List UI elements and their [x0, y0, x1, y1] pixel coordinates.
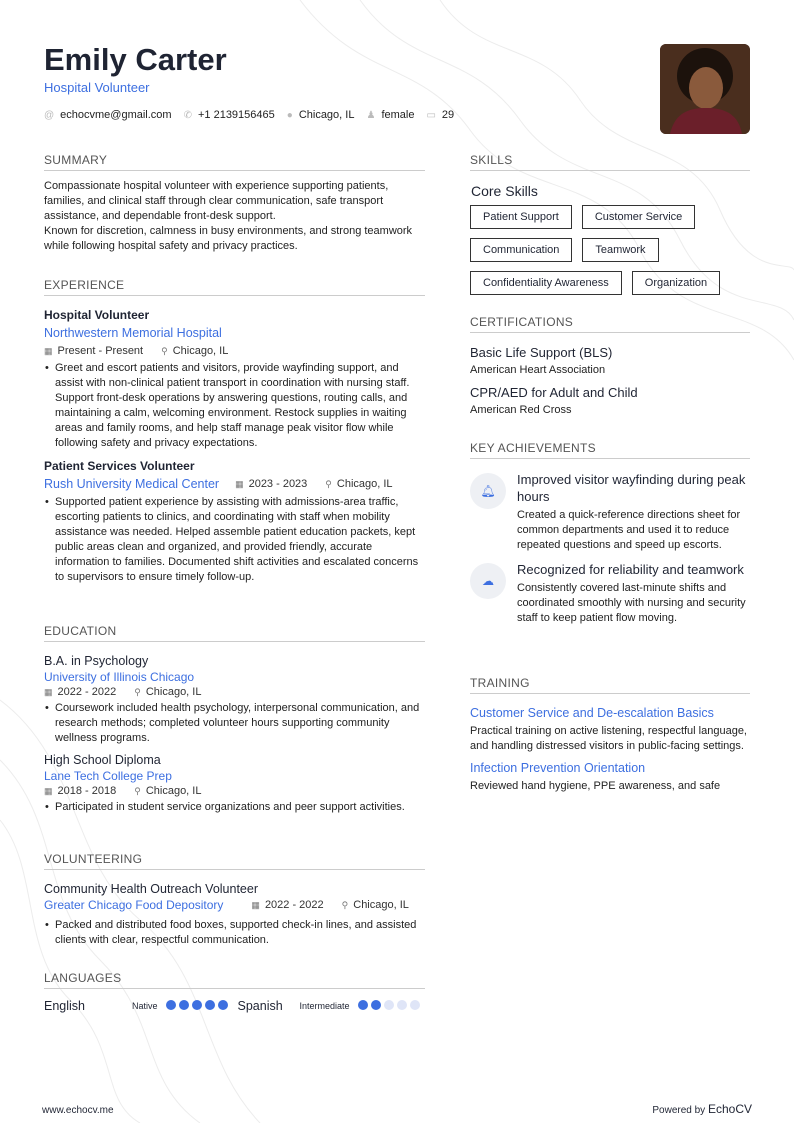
level-dot-empty [410, 1000, 420, 1010]
achievements-section [470, 441, 750, 634]
experience-item [44, 459, 425, 585]
candidate-title: Hospital Volunteer [44, 80, 150, 95]
calendar-icon: ▦ [44, 786, 53, 796]
achievement-desc: Created a quick-reference directions sheet for common departments and used it to reduce repeated questions and speed up escorts. [517, 509, 741, 551]
achievement-title: Recognized for reliability and teamwork [517, 562, 744, 577]
experience-section [44, 278, 425, 585]
bullet: • Packed and distributed food boxes, supported check-in lines, and assisted clients with clear, respectful communication. [44, 918, 425, 948]
calendar-icon: ▦ [44, 346, 53, 356]
language-name: Spanish [237, 999, 283, 1013]
education-item [44, 654, 425, 746]
job-title: Hospital Volunteer [44, 308, 150, 322]
location: Chicago, IL [298, 109, 355, 121]
dates: Present - Present [57, 345, 144, 357]
bullet: • Supported patient experience by assisting with admissions-area traffic, escorting patients to clinics, and coordinating with staff when mobility assistance was needed. Helped assemble patient education packets, kept public areas clean and organized, and provided friendly, accurate information to families. Documented shift activities and escalated concerns to supervisors to ensure timely follow-up. [44, 495, 425, 585]
calendar-icon: ▦ [235, 479, 244, 489]
degree: B.A. in Psychology [44, 654, 149, 668]
candidate-name: Emily Carter [44, 42, 227, 77]
skills-section [470, 153, 750, 295]
dates: 2022 - 2022 [57, 686, 117, 698]
level-dot-empty [384, 1000, 394, 1010]
education-section [44, 624, 425, 815]
level-dot-empty [397, 1000, 407, 1010]
training-section [470, 676, 750, 794]
experience-item [44, 308, 425, 451]
bullet: • Participated in student service organizations and peer support activities. [44, 800, 425, 815]
bullet: • Coursework included health psychology, interpersonal communication, and research methods; completed volunteer hours supporting community wellness programs. [44, 701, 425, 746]
school: Lane Tech College Prep [44, 769, 172, 783]
section-heading: SKILLS [470, 153, 750, 171]
skills-subheading: Core Skills [471, 183, 538, 199]
age: 29 [441, 109, 455, 121]
dates: 2022 - 2022 [264, 899, 324, 911]
level-dot-filled [179, 1000, 189, 1010]
calendar-icon: ▦ [251, 900, 260, 910]
location: Chicago, IL [145, 686, 202, 698]
training-desc: Reviewed hand hygiene, PPE awareness, and safe [470, 780, 721, 792]
footer-website[interactable]: www.echocv.me [42, 1105, 114, 1116]
level-dot-filled [205, 1000, 215, 1010]
achievement-desc: Consistently covered last-minute shifts and coordinated smoothly with nursing and security staff to keep patient flow moving. [517, 582, 746, 624]
summary-text: Known for discretion, calmness in busy environments, and strong teamwork while following hospital safety and privacy practices. [44, 225, 413, 252]
dates: 2023 - 2023 [248, 478, 308, 490]
phone-icon: ✆ [183, 110, 192, 121]
location-icon: ⚲ [134, 687, 141, 697]
cert-issuer: American Heart Association [470, 364, 606, 376]
organization: Greater Chicago Food Depository [44, 898, 224, 912]
company: Northwestern Memorial Hospital [44, 326, 222, 340]
contact-row [44, 109, 454, 121]
location-icon: ⚲ [341, 900, 349, 910]
cloud-icon: ☁ [470, 563, 506, 599]
section-heading: EXPERIENCE [44, 278, 425, 296]
skill-chip: Communication [470, 238, 572, 262]
level-dot-filled [371, 1000, 381, 1010]
powered-by-text: Powered by [652, 1105, 706, 1116]
calendar-icon: ▭ [426, 110, 436, 121]
at-icon: @ [44, 110, 55, 121]
location-icon: ⚲ [161, 346, 168, 356]
section-heading: KEY ACHIEVEMENTS [470, 441, 750, 459]
level-dot-filled [166, 1000, 176, 1010]
calendar-icon: ▦ [44, 687, 53, 697]
brand-logo: EchoCV [707, 1102, 752, 1116]
dates: 2018 - 2018 [57, 785, 117, 797]
bell-icon: 🔔︎ [470, 473, 506, 509]
level-dot-filled [358, 1000, 368, 1010]
skill-chip: Organization [632, 271, 720, 295]
section-heading: SUMMARY [44, 153, 425, 171]
certifications-section [470, 315, 750, 418]
location-icon: ⚲ [325, 479, 332, 489]
company: Rush University Medical Center [44, 477, 220, 491]
achievement-title: Improved visitor wayfinding during peak hours [517, 472, 746, 504]
summary-section [44, 153, 425, 254]
location: Chicago, IL [172, 345, 229, 357]
location-icon: ⚲ [134, 786, 141, 796]
section-heading: VOLUNTEERING [44, 852, 425, 870]
section-heading: EDUCATION [44, 624, 425, 642]
summary-text: Compassionate hospital volunteer with experience supporting patients, families, and clinical staff through clear communication, safe transport assistance, and dependable front-desk support. [44, 180, 389, 222]
email: echocvme@gmail.com [60, 109, 172, 121]
training-title: Infection Prevention Orientation [470, 761, 646, 775]
location: Chicago, IL [336, 478, 393, 490]
training-desc: Practical training on active listening, respectful language, and handling distressed visitors in public-facing settings. [470, 725, 747, 752]
location: Chicago, IL [353, 899, 409, 911]
cert-issuer: American Red Cross [470, 404, 572, 416]
skill-chip: Teamwork [582, 238, 658, 262]
job-title: Patient Services Volunteer [44, 459, 195, 473]
footer-powered [652, 1102, 752, 1116]
achievement-item [470, 561, 750, 626]
language-level: Native [132, 1001, 158, 1011]
person-icon: ♟ [366, 110, 376, 121]
skill-chip: Customer Service [582, 205, 695, 229]
education-item [44, 753, 425, 815]
location: Chicago, IL [145, 785, 202, 797]
section-heading: CERTIFICATIONS [470, 315, 750, 333]
section-heading: LANGUAGES [44, 971, 425, 989]
volunteering-section [44, 852, 425, 948]
training-title: Customer Service and De-escalation Basics [470, 706, 714, 720]
bullet: • Greet and escort patients and visitors, provide wayfinding support, and assist with non-clinical patient transport in coordination with nursing staff. Support front-desk operations by answering questions, routing calls, and maintaining a calm, welcoming environment. Restock supplies in waiting areas and family rooms, and help staff manage peak visitor flow while following safety and privacy expectations. [44, 361, 425, 451]
phone: +1 2139156465 [197, 109, 275, 121]
level-dot-filled [218, 1000, 228, 1010]
language-dots [163, 999, 228, 1013]
school: University of Illinois Chicago [44, 670, 195, 684]
gender: female [381, 109, 415, 121]
language-name: English [44, 999, 85, 1013]
achievement-item [470, 471, 750, 553]
volunteer-title: Community Health Outreach Volunteer [44, 882, 258, 896]
location-icon: ● [286, 110, 293, 121]
cert-name: Basic Life Support (BLS) [470, 345, 613, 360]
cert-name: CPR/AED for Adult and Child [470, 385, 638, 400]
section-heading: TRAINING [470, 676, 750, 694]
level-dot-filled [192, 1000, 202, 1010]
profile-photo [660, 44, 750, 134]
languages-row [44, 999, 425, 1013]
language-dots [355, 999, 420, 1013]
skill-chip: Confidentiality Awareness [470, 271, 622, 295]
degree: High School Diploma [44, 753, 161, 767]
skill-chip: Patient Support [470, 205, 572, 229]
language-level: Intermediate [299, 1001, 350, 1011]
languages-section [44, 971, 425, 1013]
